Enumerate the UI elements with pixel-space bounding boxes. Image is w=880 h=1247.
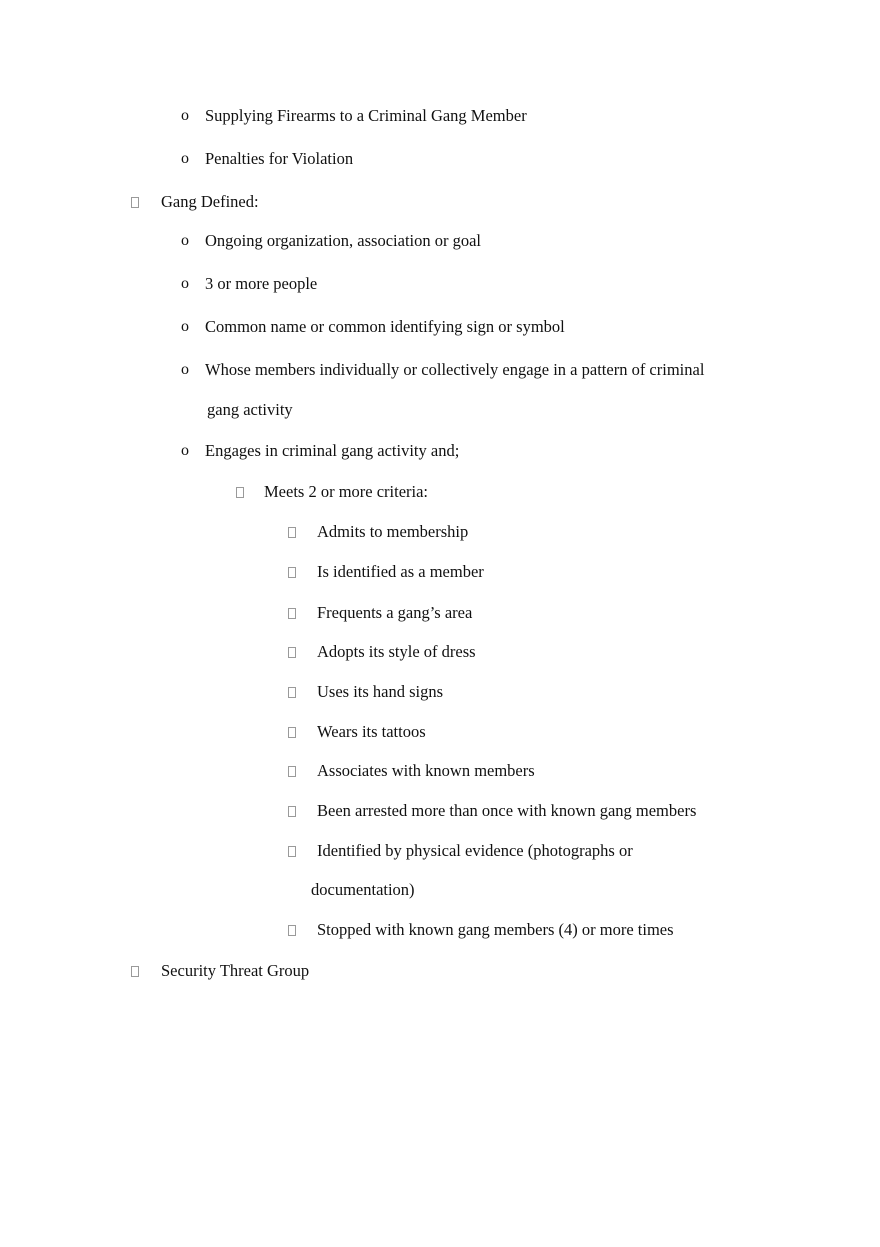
bullet-box-icon — [288, 766, 296, 777]
criteria-item: Uses its hand signs — [317, 682, 444, 701]
bullet-box-icon — [288, 647, 296, 658]
sub-bullet: o — [181, 150, 189, 167]
bullet-box-icon — [288, 846, 296, 857]
list-item: Common name or common identifying sign or symbol — [205, 317, 565, 336]
heading-gang-defined: Gang Defined: — [161, 192, 259, 211]
criteria-item: Associates with known members — [317, 761, 535, 780]
list-item: Ongoing organization, association or goal — [205, 231, 482, 250]
list-item-continuation: gang activity — [207, 400, 293, 419]
criteria-heading: Meets 2 or more criteria: — [264, 482, 429, 501]
criteria-item: Identified by physical evidence (photographs or — [317, 841, 633, 860]
sub-bullet: o — [181, 232, 189, 249]
list-item-penalties: Penalties for Violation — [205, 149, 354, 168]
bullet-box-icon — [288, 687, 296, 698]
criteria-item-continuation: documentation) — [311, 880, 415, 899]
criteria-item: Frequents a gang’s area — [317, 603, 473, 622]
bullet-box-icon — [288, 727, 296, 738]
list-item-supplying-firearms: Supplying Firearms to a Criminal Gang Member — [205, 106, 527, 125]
bullet-box-icon — [131, 966, 139, 977]
sub-bullet: o — [181, 107, 189, 124]
bullet-box-icon — [288, 567, 296, 578]
sub-bullet: o — [181, 275, 189, 292]
bullet-box-icon — [288, 527, 296, 538]
list-item: Engages in criminal gang activity and; — [205, 441, 460, 460]
bullet-box-icon — [288, 925, 296, 936]
criteria-item: Admits to membership — [317, 522, 469, 541]
sub-bullet: o — [181, 361, 189, 378]
heading-security-threat-group: Security Threat Group — [161, 961, 310, 980]
list-item: 3 or more people — [205, 274, 318, 293]
criteria-item: Is identified as a member — [317, 562, 484, 581]
bullet-box-icon — [236, 487, 244, 498]
bullet-box-icon — [288, 608, 296, 619]
sub-bullet: o — [181, 442, 189, 459]
list-item: Whose members individually or collectively engage in a pattern of criminal — [205, 360, 705, 379]
bullet-box-icon — [288, 806, 296, 817]
criteria-item: Adopts its style of dress — [317, 642, 476, 661]
criteria-item: Wears its tattoos — [317, 722, 426, 741]
bullet-box-icon — [131, 197, 139, 208]
criteria-item: Stopped with known gang members (4) or more times — [317, 920, 674, 939]
criteria-item: Been arrested more than once with known gang members — [317, 801, 697, 820]
sub-bullet: o — [181, 318, 189, 335]
